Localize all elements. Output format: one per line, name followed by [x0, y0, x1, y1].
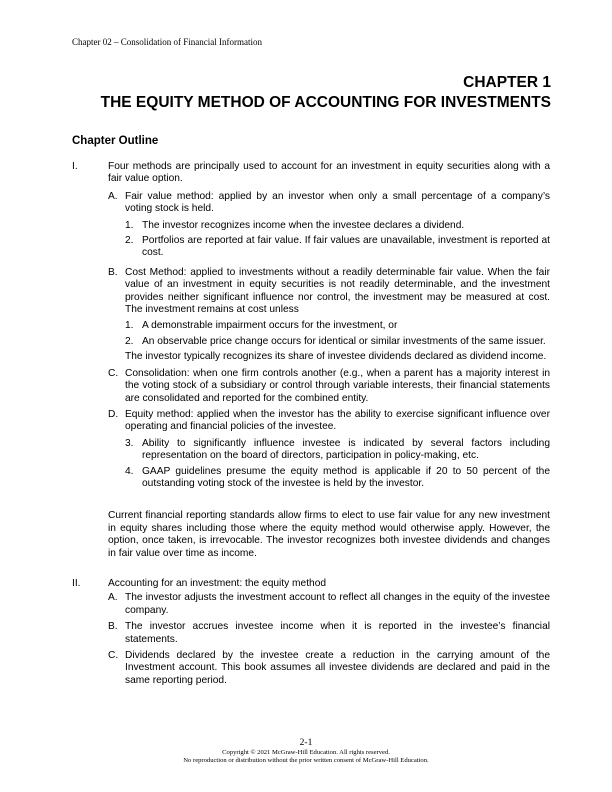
- numbered-item-text: A demonstrable impairment occurs for the investment, or: [142, 320, 398, 332]
- item-text: The investor accrues investee income when it is reported in the investee’s financial statements.: [125, 621, 550, 645]
- item-text: Equity method: applied when the investor has the ability to exercise significant influence over operating and financial policies of the investee.: [125, 408, 550, 433]
- outline-item: [108, 592, 550, 617]
- item-letter: B.: [108, 266, 118, 278]
- reproduction-notice: No reproduction or distribution without the prior written consent of McGraw-Hill Education.: [183, 757, 429, 764]
- item-number: 3.: [125, 437, 134, 449]
- numbered-item: [125, 220, 550, 232]
- item-note: The investor typically recognizes its share of investee dividends declared as dividend income.: [125, 351, 547, 363]
- item-letter: A.: [108, 592, 118, 604]
- item-letter: D.: [108, 408, 119, 420]
- outline-subsection-list: [108, 592, 550, 687]
- numbered-item: [125, 320, 550, 332]
- chapter-title: THE EQUITY METHOD OF ACCOUNTING FOR INVESTMENTS: [100, 94, 551, 111]
- numbered-item: [125, 438, 550, 463]
- numbered-item-text: Portfolios are reported at fair value. If fair values are unavailable, investment is reported at cost.: [142, 235, 550, 259]
- numbered-item: [125, 235, 550, 260]
- section-text: Accounting for an investment: the equity method: [108, 577, 327, 589]
- item-number: 1.: [125, 320, 134, 332]
- item-number: 4.: [125, 465, 134, 477]
- item-text: The investor adjusts the investment account to reflect all changes in the equity of the investee company.: [125, 592, 550, 616]
- section-closing-paragraph: Current financial reporting standards allow firms to elect to use fair value for any new investment in equity shares including those where the equity method would otherwise apply. However, the option, once taken, is irrevocable. The investor recognizes both investee dividends and changes in fair value over time as income.: [108, 510, 550, 559]
- item-text: Consolidation: when one firm controls another (e.g., when a parent has a majority interest in the voting stock of a subsidiary or control through variable interests, their financial statements are consolidated and reported for the combined entity.: [125, 367, 550, 404]
- outline-item: [108, 409, 550, 493]
- page-number: 2-1: [299, 738, 313, 748]
- outline-section: [72, 578, 550, 691]
- item-number: 2.: [125, 235, 134, 247]
- page-footer: [0, 738, 612, 765]
- numbered-list: [125, 320, 550, 348]
- item-letter: A.: [108, 190, 118, 202]
- outline-subsection-list: [108, 191, 550, 494]
- numbered-list: [125, 438, 550, 491]
- numbered-list: [125, 220, 550, 260]
- chapter-outline: [72, 134, 550, 691]
- item-letter: B.: [108, 621, 118, 633]
- numbered-item-text: GAAP guidelines presume the equity method is applicable if 20 to 50 percent of the outstanding voting stock of the investee is held by the investor.: [142, 465, 550, 489]
- numbered-item: [125, 466, 550, 491]
- numbered-item-text: The investor recognizes income when the investee declares a dividend.: [142, 219, 465, 231]
- chapter-title-block: [101, 73, 551, 113]
- outline-heading: Chapter Outline: [72, 135, 159, 147]
- outline-item: [108, 191, 550, 263]
- chapter-number: CHAPTER 1: [463, 74, 551, 91]
- numbered-item-text: Ability to significantly influence investee is indicated by several factors including representation on the board of directors, participation in policy-making, etc.: [142, 437, 550, 462]
- section-text: Four methods are principally used to account for an investment in equity securities along with a fair value option.: [108, 161, 550, 185]
- numbered-item: [125, 336, 550, 348]
- outline-section: [72, 161, 550, 560]
- numbered-item-text: An observable price change occurs for identical or similar investments of the same issuer.: [142, 335, 546, 347]
- running-header: Chapter 02 – Consolidation of Financial Information: [72, 37, 262, 47]
- outline-item: [108, 267, 550, 364]
- section-numeral: II.: [72, 577, 81, 589]
- outline-item: [108, 650, 550, 687]
- outline-item: [108, 368, 550, 405]
- copyright-line: Copyright © 2021 McGraw-Hill Education. All rights reserved.: [222, 749, 390, 756]
- item-number: 2.: [125, 335, 134, 347]
- outline-item: [108, 621, 550, 646]
- item-text: Cost Method: applied to investments without a readily determinable fair value. When the fair value of an investment in equity securities is not readily determinable, and the investment provides neither significant influence nor control, the investment may be measured at cost. The investment remains at cost unless: [125, 266, 550, 316]
- item-text: Dividends declared by the investee create a reduction in the carrying amount of the Investment account. This book assumes all investee dividends are declared and paid in the same reporting period.: [125, 650, 550, 686]
- item-text: Fair value method: applied by an investor when only a small percentage of a company’s voting stock is held.: [125, 190, 550, 215]
- item-letter: C.: [108, 367, 119, 379]
- section-numeral: I.: [72, 161, 78, 172]
- item-number: 1.: [125, 219, 134, 231]
- item-letter: C.: [108, 650, 119, 661]
